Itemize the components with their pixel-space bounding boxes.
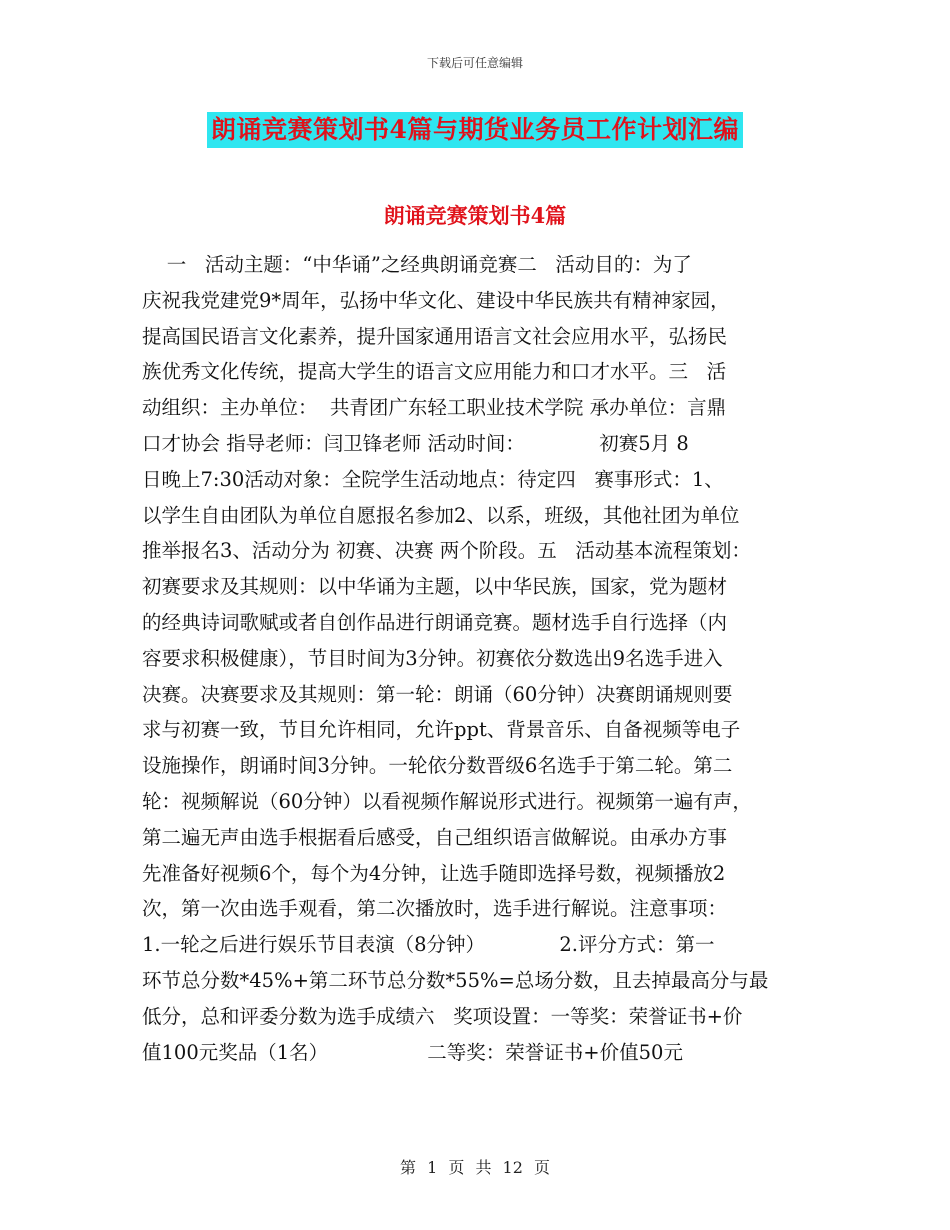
body-line: 先准备好视频6个，每个为4分钟，让选手随即选择号数，视频播放2 (142, 861, 726, 885)
body-line: 推举报名3、活动分为 初赛、决赛 两个阶段。五 活动基本流程策划： (142, 539, 751, 563)
body-line: 轮：视频解说（60分钟）以看视频作解说形式进行。视频第一遍有声， (142, 789, 752, 813)
body-line: 族优秀文化传统，提高大学生的语言文应用能力和口才水平。三 活 (142, 360, 727, 384)
body-text (142, 247, 832, 1070)
header-note: 下载后可任意编辑 (426, 56, 523, 70)
body-line: 动组织：主办单位： 共青团广东轻工职业技术学院 承办单位：言鼎 (142, 396, 727, 420)
body-line: 日晚上7:30活动对象：全院学生活动地点：待定四 赛事形式：1、 (142, 467, 724, 491)
body-line: 1.一轮之后进行娱乐节目表演（8分钟） 2.评分方式：第一 (142, 933, 715, 957)
body-line: 求与初赛一致，节目允许相同，允许ppt、背景音乐、自备视频等电子 (142, 718, 741, 742)
body-line: 次，第一次由选手观看，第二次播放时，选手进行解说。注意事项： (142, 897, 728, 921)
body-line: 环节总分数*45%+第二环节总分数*55%=总场分数，且去掉最高分与最 (142, 968, 769, 992)
body-line: 以学生自由团队为单位自愿报名参加2、以系，班级，其他社团为单位 (142, 503, 740, 527)
body-line: 初赛要求及其规则：以中华诵为主题，以中华民族，国家，党为题材 (142, 575, 728, 599)
body-line: 决赛。决赛要求及其规则：第一轮：朗诵（60分钟）决赛朗诵规则要 (142, 682, 733, 706)
body-line: 的经典诗词歌赋或者自创作品进行朗诵竞赛。题材选手自行选择（内 (142, 610, 728, 634)
page-indicator: 第 1 页 共 12 页 (400, 1158, 550, 1177)
body-line: 口才协会 指导老师：闫卫锋老师 活动时间： 初赛5月 8 (142, 431, 689, 455)
body-line: 第二遍无声由选手根据看后感受，自己组织语言做解说。由承办方事 (142, 825, 728, 849)
body-line: 值100元奖品（1名） 二等奖：荣誉证书+价值50元 (142, 1040, 683, 1064)
body-line: 容要求积极健康），节目时间为3分钟。初赛依分数选出9名选手进入 (142, 646, 723, 670)
body-line: 设施操作，朗诵时间3分钟。一轮依分数晋级6名选手于第二轮。第二 (142, 754, 733, 778)
body-line: 一 活动主题：“中华诵”之经典朗诵竞赛二 活动目的：为了 (142, 253, 692, 276)
body-line: 庆祝我党建党9*周年，弘扬中华文化、建设中华民族共有精神家园， (142, 288, 730, 312)
document-title: 朗诵竞赛策划书4篇与期货业务员工作计划汇编 (207, 112, 743, 148)
body-line: 提高国民语言文化素养，提升国家通用语言文社会应用水平，弘扬民 (142, 324, 728, 348)
section-title: 朗诵竞赛策划书4篇 (383, 203, 567, 228)
body-line: 低分，总和评委分数为选手成绩六 奖项设置：一等奖：荣誉证书+价 (142, 1004, 743, 1028)
document-title-wrap (0, 112, 950, 148)
